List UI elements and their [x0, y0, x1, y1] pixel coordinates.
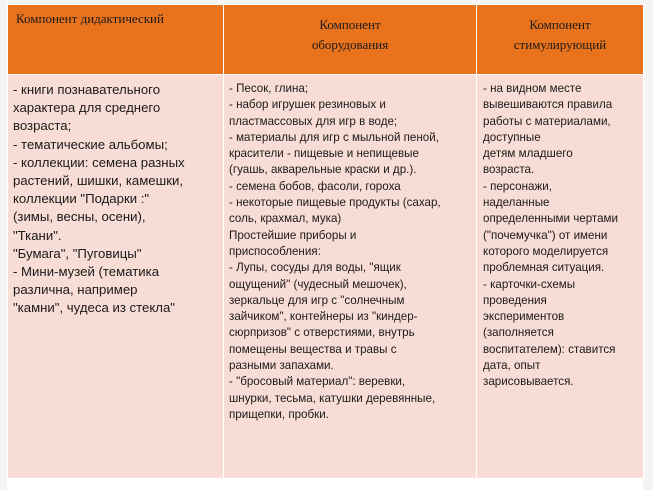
content-row — [8, 75, 644, 479]
bottom-strip — [7, 479, 643, 490]
header-stimulating: Компонент стимулирующий — [477, 5, 644, 75]
header-didactic: Компонент дидактический — [8, 5, 224, 75]
cell-equipment: - Песок, глина; - набор игрушек резиновых и пластмассовых для игр в воде; - материалы для игр с мыльной пеной, красители - пищевые и непищевые (гуашь, акварельные краски и др.). - семена бобов, фасоли, гороха - некоторые пищевые продукты (сахар, соль, крахмал, мука) Простейшие приборы и приспособления: - Лупы, сосуды для воды, "ящик ощущений" (чудесный мешочек), зеркальце для игр с "солнечным зайчиком", контейнеры из "киндер- сюрпризов" с отверстиями, внутрь помещены вещества и травы с разными запахами. - "бросовый материал": веревки, шнурки, тесьма, катушки деревянные, прищепки, пробки. — [224, 75, 477, 479]
components-table — [7, 4, 644, 479]
header-row — [8, 5, 644, 75]
header-equipment: Компонент оборудования — [224, 5, 477, 75]
cell-didactic: - книги познавательного характера для среднего возраста; - тематические альбомы; - коллекции: семена разных растений, шишки, камешки, коллекции "Подарки :" (зимы, весны, осени), "Ткани". "Бумага", "Пуговицы" - Мини-музей (тематика различна, например "камни", чудеса из стекла" — [8, 75, 224, 479]
cell-stimulating: - на видном месте вывешиваются правила работы с материалами, доступные детям младшего возраста. - персонажи, наделанные определенными чертами ("почемучка") от имени которого моделируется проблемная ситуация. - карточки-схемы проведения экспериментов (заполняется воспитателем): ставится дата, опыт зарисовывается. — [477, 75, 644, 479]
